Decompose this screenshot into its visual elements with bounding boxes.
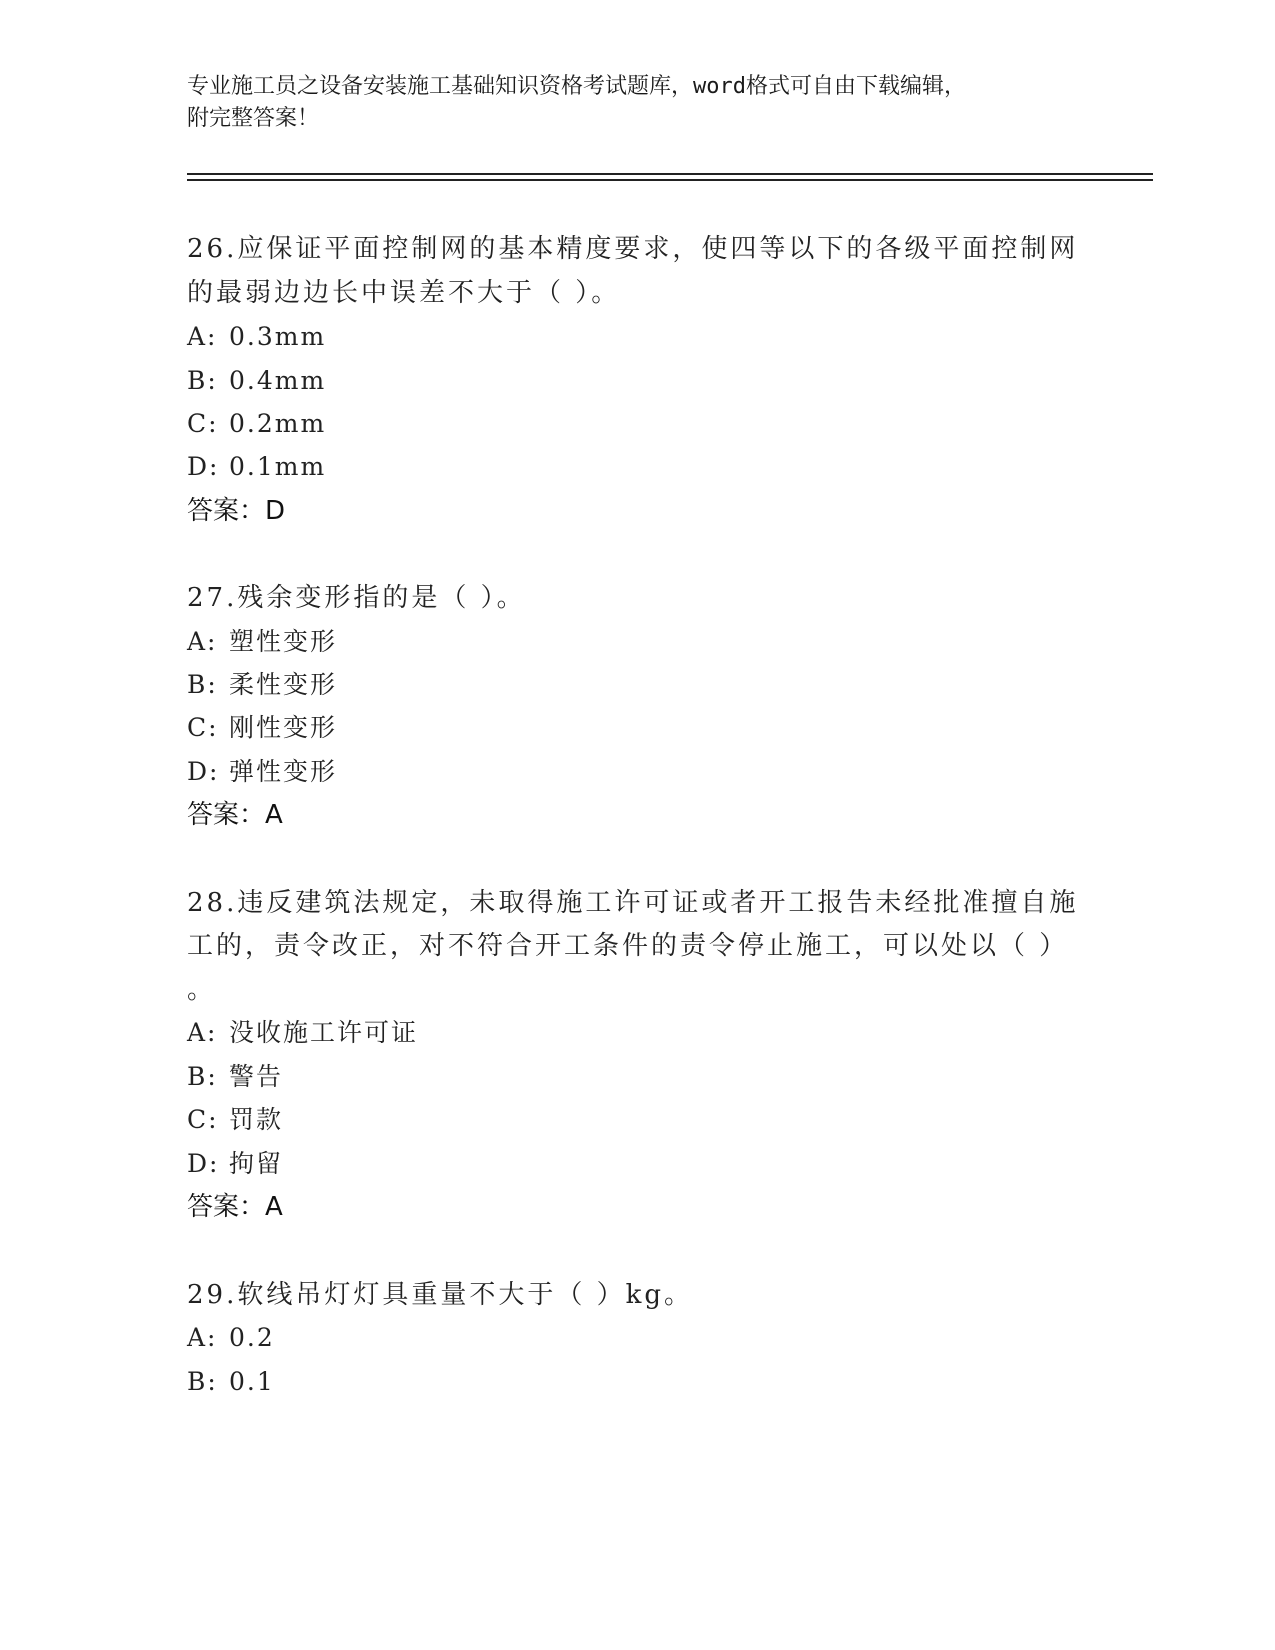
- option-b: [187, 1057, 283, 1097]
- option-text: 0.1mm: [229, 452, 327, 481]
- option-key: A:: [187, 627, 218, 656]
- option-text: 罚款: [229, 1105, 284, 1134]
- option-key: B:: [187, 670, 218, 699]
- option-c: [187, 708, 337, 748]
- option-text: 刚性变形: [229, 713, 338, 742]
- option-key: C:: [187, 713, 219, 742]
- option-text: 0.1: [229, 1367, 275, 1396]
- option-c: [187, 404, 326, 444]
- option-key: D:: [187, 757, 220, 786]
- option-text: 弹性变形: [229, 757, 338, 786]
- answer: 答案：A: [187, 1192, 283, 1222]
- option-b: [187, 361, 326, 401]
- option-key: B:: [187, 1367, 218, 1396]
- header-subtitle: 附完整答案！: [187, 106, 320, 131]
- header-rule-bottom: [187, 179, 1153, 181]
- option-text: 0.2mm: [229, 409, 327, 438]
- option-text: 没收施工许可证: [229, 1018, 419, 1047]
- option-c: [187, 1100, 283, 1140]
- question-text: 26.应保证平面控制网的基本精度要求，使四等以下的各级平面控制网: [187, 234, 1079, 264]
- option-a: [187, 622, 337, 662]
- option-a: [187, 1013, 418, 1053]
- question-text: 28.违反建筑法规定，未取得施工许可证或者开工报告未经批准擅自施: [187, 888, 1079, 918]
- answer: 答案：D: [187, 496, 286, 526]
- option-key: A:: [187, 1018, 218, 1047]
- option-key: D:: [187, 1149, 220, 1178]
- option-key: C:: [187, 1105, 219, 1134]
- option-text: 拘留: [229, 1149, 284, 1178]
- question-text: 。: [187, 975, 217, 1005]
- question-text: 27.残余变形指的是（ ）。: [187, 583, 526, 613]
- option-d: [187, 447, 326, 487]
- question-text: 工的，责令改正，对不符合开工条件的责令停止施工，可以处以（ ）: [187, 931, 1069, 961]
- answer: 答案：A: [187, 800, 283, 830]
- option-key: A:: [187, 1323, 218, 1352]
- option-key: A:: [187, 322, 218, 351]
- option-text: 0.4mm: [229, 366, 327, 395]
- option-text: 0.3mm: [229, 322, 327, 351]
- question-text: 29.软线吊灯灯具重量不大于（ ）kg。: [187, 1280, 694, 1310]
- option-key: B:: [187, 1062, 218, 1091]
- option-a: [187, 1318, 275, 1358]
- option-b: [187, 1362, 275, 1402]
- option-key: D:: [187, 452, 220, 481]
- option-b: [187, 665, 337, 705]
- option-key: C:: [187, 409, 219, 438]
- option-text: 警告: [229, 1062, 284, 1091]
- option-a: [187, 317, 326, 357]
- option-text: 柔性变形: [229, 670, 338, 699]
- option-text: 塑性变形: [229, 627, 338, 656]
- option-d: [187, 1144, 283, 1184]
- option-text: 0.2: [229, 1323, 275, 1352]
- header-rule-top: [187, 173, 1153, 175]
- question-text: 的最弱边边长中误差不大于（ ）。: [187, 278, 621, 308]
- option-d: [187, 752, 337, 792]
- option-key: B:: [187, 366, 218, 395]
- header-title: 专业施工员之设备安装施工基础知识资格考试题库，word格式可自由下载编辑，: [187, 74, 966, 99]
